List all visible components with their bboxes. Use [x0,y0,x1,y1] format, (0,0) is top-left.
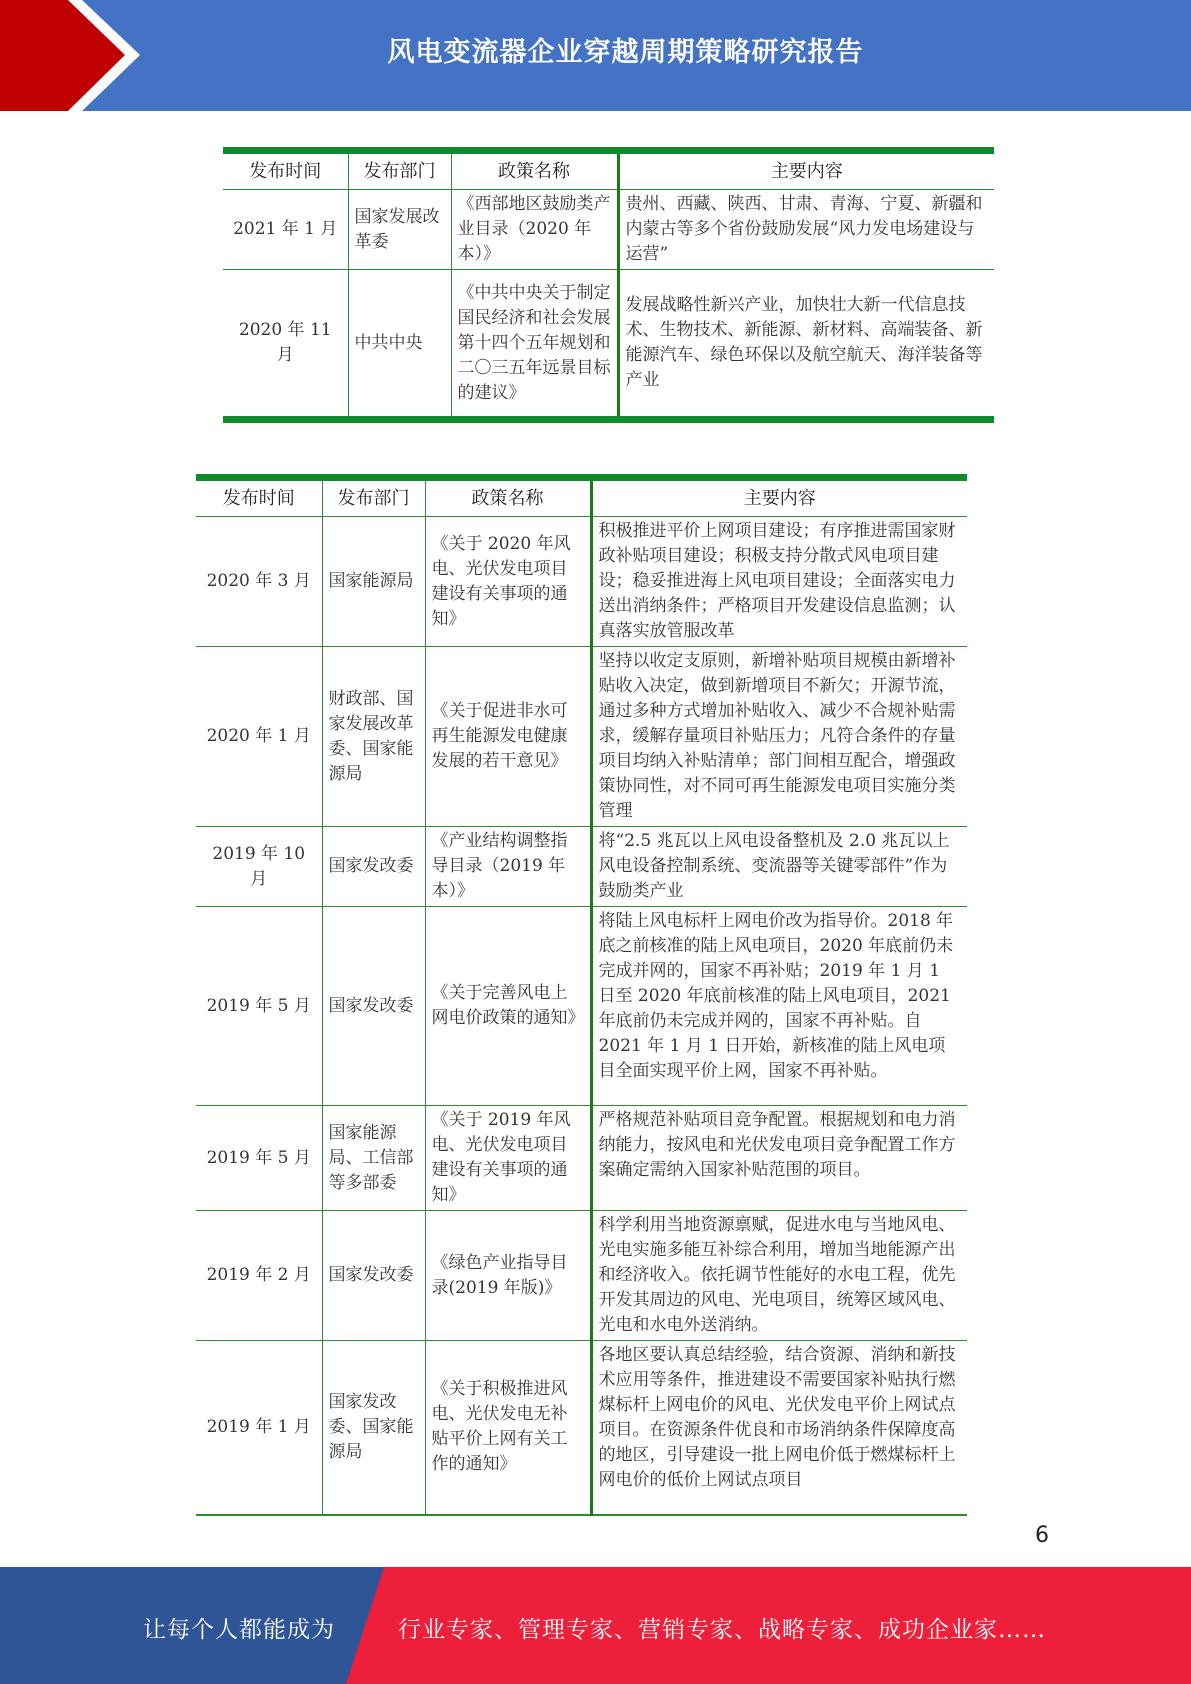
cell-date: 2019 年 1 月 [196,1341,322,1515]
cell-date: 2019 年 2 月 [196,1211,322,1341]
header-dept: 发布部门 [348,151,451,190]
header-content: 主要内容 [618,151,994,190]
table-header-row [223,151,994,190]
table-row [196,1211,967,1341]
cell-content: 将“2.5 兆瓦以上风电设备整机及 2.0 兆瓦以上风电设备控制系统、变流器等关键零部件”作为鼓励类产业 [591,827,967,907]
footer-banner [0,1567,1191,1684]
cell-content: 积极推进平价上网项目建设；有序推进需国家财政补贴项目建设；积极支持分散式风电项目建设；稳妥推进海上风电项目建设；全面落实电力送出消纳条件；严格项目开发建设信息监测；认真落实放管服改革 [591,517,967,647]
table-row [196,1106,967,1211]
cell-dept: 国家发改委 [322,1211,425,1341]
cell-content: 各地区要认真总结经验，结合资源、消纳和新技术应用等条件，推进建设不需要国家补贴执行燃煤标杆上网电价的风电、光伏发电平价上网试点项目。在资源条件优良和市场消纳条件保障度高的地区，引导建设一批上网电价低于燃煤标杆上网电价的低价上网试点项目 [591,1341,967,1515]
cell-dept: 国家能源局 [322,517,425,647]
header-name: 政策名称 [451,151,618,190]
cell-dept: 国家发改委 [322,827,425,907]
cell-dept: 国家发改委 [322,907,425,1106]
table-header-row [196,478,967,517]
cell-dept: 国家发改委、国家能源局 [322,1341,425,1515]
table-row [223,190,994,270]
cell-name: 《关于 2019 年风电、光伏发电项目建设有关事项的通知》 [425,1106,591,1211]
page-number: 6 [1035,1523,1049,1548]
cell-content: 严格规范补贴项目竞争配置。根据规划和电力消纳能力，按风电和光伏发电项目竞争配置工作方案确定需纳入国家补贴范围的项目。 [591,1106,967,1211]
cell-name: 《产业结构调整指导目录（2019 年本）》 [425,827,591,907]
cell-date: 2019 年 5 月 [196,907,322,1106]
table-row [196,517,967,647]
header-date: 发布时间 [223,151,348,190]
report-header [0,0,1191,111]
table-row [223,270,994,420]
cell-name: 《绿色产业指导目录(2019 年版)》 [425,1211,591,1341]
cell-dept: 财政部、国家发展改革委、国家能源局 [322,647,425,827]
table-row [196,1341,967,1515]
cell-date: 2021 年 1 月 [223,190,348,270]
cell-date: 2019 年 10 月 [196,827,322,907]
footer-slogan-right: 行业专家、管理专家、营销专家、战略专家、成功企业家…… [398,1617,1046,1643]
cell-name: 《关于积极推进风电、光伏发电无补贴平价上网有关工作的通知》 [425,1341,591,1515]
table-row [196,647,967,827]
header-dept: 发布部门 [322,478,425,517]
cell-content: 坚持以收定支原则，新增补贴项目规模由新增补贴收入决定，做到新增项目不新欠；开源节流，通过多种方式增加补贴收入、减少不合规补贴需求，缓解存量项目补贴压力；凡符合条件的存量项目均纳入补贴清单；部门间相互配合，增强政策协同性，对不同可再生能源发电项目实施分类管理 [591,647,967,827]
cell-date: 2019 年 5 月 [196,1106,322,1211]
table-row [196,827,967,907]
report-title: 风电变流器企业穿越周期策略研究报告 [387,37,864,68]
cell-dept: 国家能源局、工信部等多部委 [322,1106,425,1211]
cell-content: 贵州、西藏、陕西、甘肃、青海、宁夏、新疆和内蒙古等多个省份鼓励发展“风力发电场建设与运营” [618,190,994,270]
cell-name: 《关于促进非水可再生能源发电健康发展的若干意见》 [425,647,591,827]
policy-table-1 [223,147,994,423]
cell-content: 发展战略性新兴产业，加快壮大新一代信息技术、生物技术、新能源、新材料、高端装备、新能源汽车、绿色环保以及航空航天、海洋装备等产业 [618,270,994,420]
header-date: 发布时间 [196,478,322,517]
cell-content: 科学利用当地资源禀赋，促进水电与当地风电、光电实施多能互补综合利用，增加当地能源产出和经济收入。依托调节性能好的水电工程，优先开发其周边的风电、光电项目，统筹区域风电、光电和水电外送消纳。 [591,1211,967,1341]
policy-table-2 [196,474,967,1516]
cell-date: 2020 年 3 月 [196,517,322,647]
cell-dept: 中共中央 [348,270,451,420]
cell-name: 《中共中央关于制定国民经济和社会发展第十四个五年规划和二〇三五年远景目标的建议》 [451,270,618,420]
header-content: 主要内容 [591,478,967,517]
header-name: 政策名称 [425,478,591,517]
table-row [196,907,967,1106]
cell-name: 《关于 2020 年风电、光伏发电项目建设有关事项的通知》 [425,517,591,647]
cell-name: 《西部地区鼓励类产业目录（2020 年本）》 [451,190,618,270]
cell-date: 2020 年 1 月 [196,647,322,827]
footer-slogan-left: 让每个人都能成为 [143,1617,335,1643]
cell-content: 将陆上风电标杆上网电价改为指导价。2018 年底之前核准的陆上风电项目，2020 年底前仍未完成并网的，国家不再补贴；2019 年 1 月 1 日至 2020 年底前核准的陆上风电项目，2021 年底前仍未完成并网的，国家不再补贴。自 2021 年 1 月 1 日开始，新核准的陆上风电项目全面实现平价上网，国家不再补贴。 [591,907,967,1106]
cell-dept: 国家发展改革委 [348,190,451,270]
cell-name: 《关于完善风电上网电价政策的通知》 [425,907,591,1106]
cell-date: 2020 年 11 月 [223,270,348,420]
